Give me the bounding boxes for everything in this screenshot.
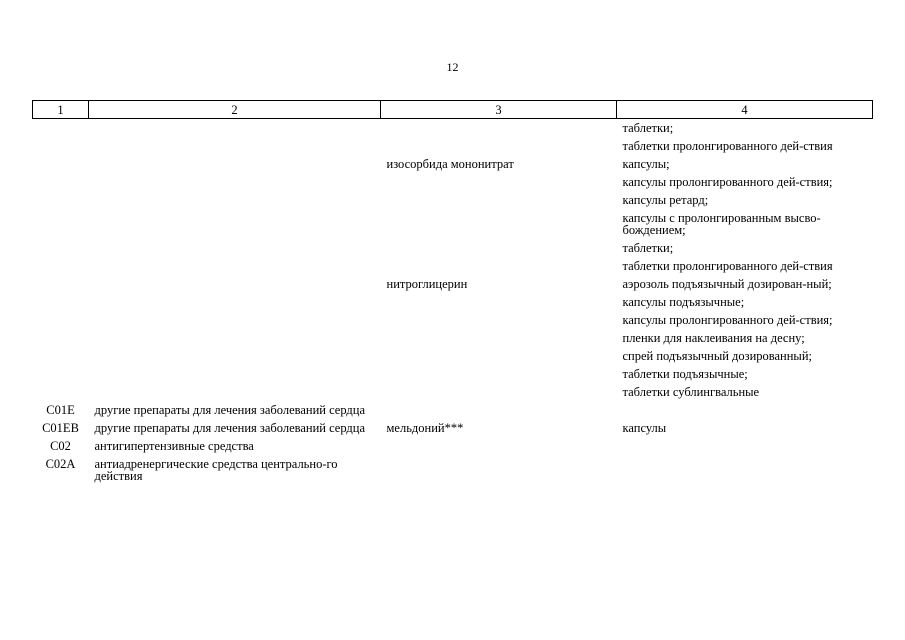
drug-name-cell: [381, 209, 617, 239]
dosage-form-cell: [617, 455, 873, 485]
dosage-form-cell: капсулы подъязычные;: [622, 295, 745, 309]
group-name-cell: [89, 329, 381, 347]
atc-code-cell: [33, 119, 89, 138]
table-row: [33, 365, 873, 383]
atc-code-cell: [33, 257, 89, 275]
table-row: [33, 119, 873, 138]
group-name-cell: [89, 347, 381, 365]
atc-code-cell: C01EB: [42, 421, 79, 435]
group-name-cell: другие препараты для лечения заболеваний сердца: [94, 421, 366, 435]
drug-name-cell: мельдоний***: [386, 421, 464, 435]
table-row: [33, 383, 873, 401]
drug-list-table: [32, 100, 873, 485]
dosage-form-cell: пленки для наклеивания на десну;: [622, 331, 805, 345]
atc-code-cell: [33, 137, 89, 155]
drug-name-cell: нитроглицерин: [386, 277, 468, 291]
drug-name-cell: [381, 347, 617, 365]
dosage-form-cell: капсулы с пролонгированным высво-бождением;: [622, 211, 821, 237]
dosage-form-cell: таблетки пролонгированного дей-ствия: [622, 139, 833, 153]
dosage-form-cell: [617, 401, 873, 419]
drug-name-cell: [381, 455, 617, 485]
drug-name-cell: [381, 365, 617, 383]
group-name-cell: [89, 275, 381, 293]
table-row: [33, 191, 873, 209]
atc-code-cell: C02A: [45, 457, 76, 471]
table-row: [33, 239, 873, 257]
dosage-form-cell: капсулы ретард;: [622, 193, 709, 207]
drug-name-cell: изосорбида мононитрат: [386, 157, 514, 171]
atc-code-cell: [33, 311, 89, 329]
group-name-cell: антигипертензивные средства: [94, 439, 254, 453]
atc-code-cell: [33, 191, 89, 209]
dosage-form-cell: капсулы пролонгированного дей-ствия;: [622, 313, 833, 327]
atc-code-cell: [33, 275, 89, 293]
drug-name-cell: [381, 311, 617, 329]
column-number-3: 3: [381, 101, 617, 119]
page-number: 12: [446, 60, 459, 74]
group-name-cell: антиадренергические средства центрально-го действия: [94, 457, 338, 483]
group-name-cell: [89, 119, 381, 138]
table-row: [33, 455, 873, 485]
table-row: [33, 173, 873, 191]
dosage-form-cell: спрей подъязычный дозированный;: [622, 349, 812, 363]
table-row: [33, 311, 873, 329]
table-row: [33, 257, 873, 275]
drug-name-cell: [381, 329, 617, 347]
table-row: [33, 329, 873, 347]
dosage-form-cell: капсулы;: [622, 157, 670, 171]
atc-code-cell: [33, 383, 89, 401]
column-number-4: 4: [617, 101, 873, 119]
group-name-cell: [89, 137, 381, 155]
group-name-cell: [89, 155, 381, 173]
group-name-cell: [89, 383, 381, 401]
group-name-cell: [89, 209, 381, 239]
table-row: [33, 209, 873, 239]
group-name-cell: [89, 191, 381, 209]
dosage-form-cell: таблетки сублингвальные: [622, 385, 760, 399]
dosage-form-cell: аэрозоль подъязычный дозирован-ный;: [622, 277, 832, 291]
group-name-cell: [89, 239, 381, 257]
group-name-cell: [89, 293, 381, 311]
drug-name-cell: [381, 293, 617, 311]
dosage-form-cell: таблетки;: [622, 241, 674, 255]
group-name-cell: [89, 365, 381, 383]
drug-name-cell: [381, 137, 617, 155]
table-row: [33, 347, 873, 365]
column-number-1: 1: [33, 101, 89, 119]
group-name-cell: другие препараты для лечения заболеваний сердца: [94, 403, 366, 417]
drug-name-cell: [381, 401, 617, 419]
table-row: [33, 419, 873, 437]
atc-code-cell: C02: [50, 439, 71, 453]
atc-code-cell: [33, 365, 89, 383]
group-name-cell: [89, 257, 381, 275]
dosage-form-cell: таблетки подъязычные;: [622, 367, 748, 381]
table-row: [33, 401, 873, 419]
drug-name-cell: [381, 257, 617, 275]
group-name-cell: [89, 311, 381, 329]
dosage-form-cell: [617, 437, 873, 455]
column-number-2: 2: [89, 101, 381, 119]
dosage-form-cell: капсулы: [622, 421, 667, 435]
drug-name-cell: [381, 239, 617, 257]
group-name-cell: [89, 173, 381, 191]
atc-code-cell: [33, 329, 89, 347]
atc-code-cell: [33, 155, 89, 173]
table-row: [33, 437, 873, 455]
atc-code-cell: [33, 239, 89, 257]
drug-name-cell: [381, 191, 617, 209]
drug-name-cell: [381, 173, 617, 191]
atc-code-cell: [33, 173, 89, 191]
dosage-form-cell: таблетки пролонгированного дей-ствия: [622, 259, 833, 273]
dosage-form-cell: капсулы пролонгированного дей-ствия;: [622, 175, 833, 189]
table-row: [33, 275, 873, 293]
atc-code-cell: [33, 293, 89, 311]
dosage-form-cell: таблетки;: [622, 121, 674, 135]
atc-code-cell: [33, 347, 89, 365]
table-row: [33, 137, 873, 155]
table-row: [33, 155, 873, 173]
drug-name-cell: [381, 437, 617, 455]
atc-code-cell: C01E: [46, 403, 75, 417]
column-number-row: [33, 101, 873, 119]
atc-code-cell: [33, 209, 89, 239]
drug-name-cell: [381, 383, 617, 401]
table-row: [33, 293, 873, 311]
drug-name-cell: [381, 119, 617, 138]
